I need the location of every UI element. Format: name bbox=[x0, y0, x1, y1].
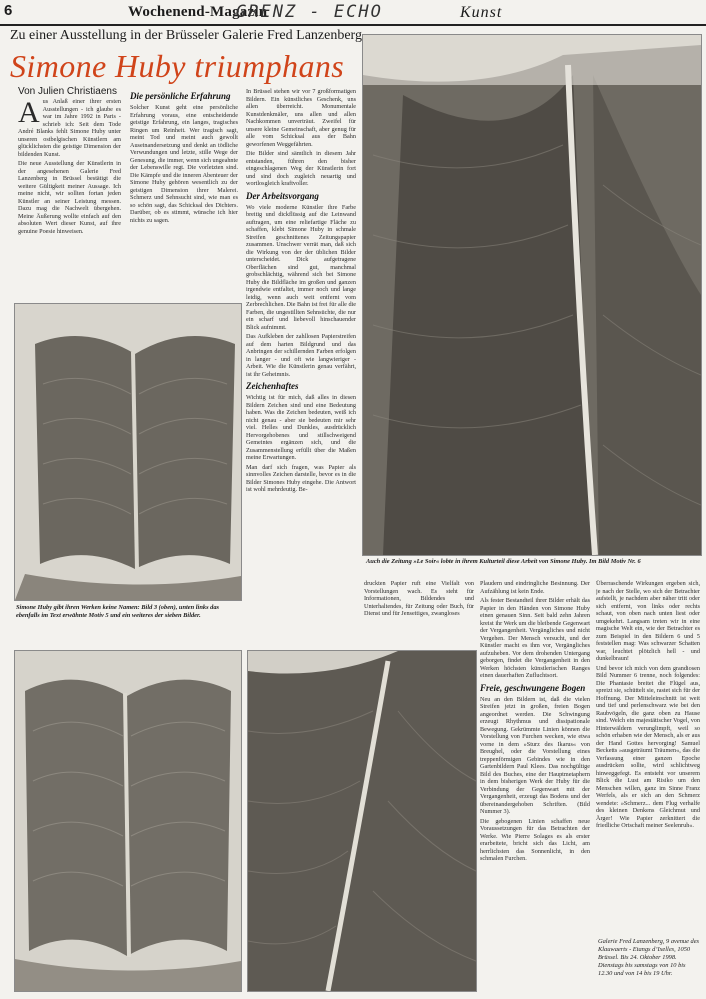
artwork-photo-bottom-left bbox=[14, 650, 242, 992]
article-column-4 bbox=[364, 580, 474, 630]
artwork-image-6 bbox=[363, 35, 701, 555]
artwork-image-5 bbox=[15, 651, 241, 991]
article-kicker: Zu einer Ausstellung in der Brüsseler Galerie Fred Lanzenberg bbox=[10, 28, 362, 43]
column-paragraph: Die gebogenen Linien schaffen neue Voraussetzungen für das Betrachten der Werke. Wie Pierre Solages es als erster erarbeitete, bricht sich das Licht, am herrlichsten das Sonnenlicht, in den schmalen Furchen. bbox=[480, 817, 590, 862]
subheading: Zeichenhaftes bbox=[246, 381, 299, 391]
column-paragraph: Das Aufkleben der zahllosen Papierstreifen auf dem harten Bildgrund und das Anbringen der schillernden Farben erfolgen in langer - und oft wie langwieriger - Arbeit. Wie die Künstlerin genau verfährt, ist ihr Geheimnis. bbox=[246, 333, 356, 378]
handwritten-source-note: GRENZ - ECHO bbox=[236, 2, 383, 22]
column-paragraph: Die Bilder sind sämtlich in diesem Jahr entstanden, führen den bisher eingeschlagenen Weg der Künstlerin fort und sind doch zugleich neuartig und wortlosgleich kraftvoller. bbox=[246, 150, 356, 187]
section-title: Kunst bbox=[460, 4, 503, 21]
photo-caption-right: Auch die Zeitung »Le Soir« lobte in ihrem Kulturteil diese Arbeit von Simone Huby. Im Bild Motiv Nr. 6 bbox=[366, 558, 641, 565]
subheading: Freie, geschwungene Bogen bbox=[480, 682, 586, 693]
article-column-2 bbox=[130, 88, 238, 303]
photo-caption-left: Simone Huby gibt ihren Werken keine Namen: Bild 3 (oben), unten links das ebenfalls im Text erwähnte Motiv 5 und ein weiteres der sieben Bilder. bbox=[16, 604, 220, 619]
article-headline: Simone Huby triumphans bbox=[10, 48, 345, 84]
article-column-3 bbox=[246, 88, 356, 640]
column-paragraph: Plaudern und eindringliche Besinnung. Der Aufzählung ist kein Ende. bbox=[480, 580, 590, 595]
subheading: Die persönliche Erfahrung bbox=[130, 91, 231, 101]
column-paragraph: Die neue Ausstellung der Künstlerin in der angesehenen Galerie Fred Lanzenberg in Brüssel bestätigt die weitere Gültigkeit meiner Aussage. Ich meine nicht, wir sollten fortan jeden Künstler an seiner Leistung messen. Dazu mag die Nachwelt übergehen. Meine Äußerung wollte einfach auf den absoluten Wert dieser Kunst, auf ihre genuine Poesie hinweisen. bbox=[18, 160, 121, 235]
column-paragraph: Wichtig ist für mich, daß alles in diesen Bildern Zeichen sind und eine Bedeutung haben. Was die Zeichen bedeuten, weiß ich nicht genau - aber sie bedeuten mir sehr viel. Helles und Dunkles, ausdrücklich Hervorgehobenes und stillschweigend Gemeintes ergänzen sich, und die Zusammenstellung erfüllt über die Maßen meine Erwartungen. bbox=[246, 394, 356, 461]
artwork-photo-left bbox=[14, 303, 242, 601]
article-column-5 bbox=[480, 580, 590, 992]
column-paragraph: In Brüssel stehen wir vor 7 großformatigen Bildern. Ein künstliches Geschenk, uns allen überreicht. Monumentale Kunstdenkmäler, uns allen und allen Nachkommen unverträut. Zweifel für unsere kleine Gemeinschaft, aber genug für alle vom Schicksal aus der Bahn geworfenen Weggefährten. bbox=[246, 88, 356, 148]
column-paragraph: druckten Papier ruft eine Vielfalt von Vorstellungen wach. Es steht für Informationen, Bildendes und Unterhaltendes, für Zeitung oder Buch, für Dienst und für Jenseitiges, zwangloses bbox=[364, 580, 474, 617]
drop-cap: A bbox=[18, 98, 40, 129]
column-paragraph: Man darf sich fragen, was Papier als sinnvolles Zeichen darstelle, bevor es in die Bilder Simones Huby eingehe. Die Antwort ist wohl mehrdeutig. Be- bbox=[246, 463, 356, 493]
column-paragraph: Und bevor ich mich von dem grandiosen Bild Nummer 6 trenne, noch folgendes: Die Phantasie breitet die Flügel aus, spreizt sie, schüttelt sie, rastet sich für der Hoffnung. Der Mitteleinschnitt ist weit und tief und perlenschwarz wie bei den Raubvögeln, die ganz oben zu Hause sind. Welch ein majestätischer Vogel, von Hinterwäldern verunglimpft, weil so schön erhaben wie der Mensch, als er aus der Hand Gottes hervorging! Samuel Becketts »ausgeträumt Träumen«, das die Verfassung einer ganzen Epoche ausdrücken sollte, wird schlichtweg hinweggefegt. Es entsteht vor unserem Blick die Lust am Risiko um den Menschen willen, ganz im Sinne Franz Werfels, als er sich an den Schmerz wendete: »Schmerz... dem Flug verhalfe des kleinen Denkens Gleichmut und Ärger! Wie Papier zerknittert die friedliche Ortschaft meiner Seelenruh«. bbox=[596, 664, 700, 829]
article-column-6 bbox=[596, 580, 700, 935]
magazine-title: Wochenend-Magazin bbox=[128, 4, 268, 20]
page-number: 6 bbox=[4, 2, 13, 19]
column-paragraph: Wo viele moderne Künstler ihre Farbe breitig und dickflüssig auf die Leinwand auftragen, um eine reliefartige Fläche zu schaffen, klebt Simone Huby in schmale Streifen geschnittenes Zeitungspapier zusammen. Unschwer verrät man, daß sich die Wirkung von der der üblichen Bilder unterscheidet. Dick aufgetragene Oberflächen sind gut, manchmal grobschlächtig, während sich bei Simone Huby die Bildfläche im großen und ganzen irgendwie entfaltet, immer noch und lange leidig, wenn auch weit entfernt vom Zerbrechlichen. Die Bahn ist frei für alle die Farben, die ungestillten Sehnsüchte, die nur ein scharf und liebevoll hinschauender Blick aufnimmt. bbox=[246, 203, 356, 331]
subheading: Der Arbeitsvorgang bbox=[246, 190, 319, 201]
column-paragraph: Als fester Bestandteil ihrer Bilder erhält das Papier in den Händen von Simone Huby einen genauen Sinn. Seit bald zehn Jahren kreist ihr Werk um die bleibende Gegenwart der Vergangenheit. Vergängliches und nicht Vergehen. Der Mensch versucht, und der Künstler macht es ihm vor, Vergängliches aufzuheben. Vor dem drohenden Untergang geborgen, findet die Vergangenheit in den Werken höchsten künstlerischen Ranges einen dauerhaften Zufluchtsort. bbox=[480, 597, 590, 679]
gallery-info: Galerie Fred Lanzenberg, 9 avenue des Klauwaerts - Etangs d’Ixelles, 1050 Brüssel. Bis 24. Oktober 1998. Dienstags bis samstags von 10 bis 12.30 und von 14 bis 19 Uhr. bbox=[598, 938, 700, 977]
artwork-photo-bottom-middle bbox=[247, 650, 477, 992]
artwork-photo-large bbox=[362, 34, 702, 556]
column-paragraph: Solcher Kunst geht eine persönliche Erfahrung voraus, eine entscheidende geistige Erfahrung, ein langes, tragisches Ringen um Reinheit. Wer tragisch sagt, meint Tod und meint auch gewollt Auseinandersetzung und denkt an tödliche Verwundungen und letzte, stille Wege der Genesung, die immer, wenn sich ungeahnte der Lebenswille regt. Die vorletzten sind. Die Kämpfe und die inneren Abenteuer der Simone Huby gehören wesentlich zu der geistigen Dimension ihrer Malerei. Schmerz und Sehnsucht sind, wie man es so schön sagt, das Schicksal des Dichters. Darüber, ob es stimmt, wünsche ich hier nichts zu sagen. bbox=[130, 104, 238, 224]
artwork-image-7 bbox=[248, 651, 476, 991]
column-paragraph: Neu an den Bildern ist, daß die vielen Streifen jetzt in großen, freien Bogen angeordnet werden. Die Schwingung erzeugt Rhythmus und dissipationale Bewegung. Gekrümmte Linien können die Vorstellung von Furchen wecken, wie etwa vorne in dem »Sturz des Ikarus« von Breughel, oder die Vorstellung eines treppenförmigen Gebindes wie in den Gartenbildern Paul Klees. Das nochgültige Bild des Buches, eine der Hauptmetaphern in dem bisherigen Werk der Huby für die Verbindung der Gegenwart mit der Vergangenheit, erzeugt das Bodens und der übereinandergehoben Schriften. (Bild Nummer 3). bbox=[480, 695, 590, 815]
artwork-image-3 bbox=[15, 304, 241, 600]
column-paragraph: us Anlaß einer ihrer ersten Ausstellungen - ich glaube es war im Jahre 1992 in Paris - schrieb ich: Seit dem Tode André Blanks fehlt Simone Huby unter unseren ostbelgischen Künstlern am glücklichsten die geistige Dimension der bildenden Kunst. bbox=[18, 98, 121, 158]
column-paragraph: Überraschende Wirkungen ergeben sich, je nach der Stelle, wo sich der Betrachter aufstellt, je nachdem aber näher tritt oder sich entfernt, von links oder rechts schaut, von oben nach unten liest oder umgekehrt. Langsam treten wir in eine magische Welt ein, wie der Betrachter es zum Beispiel in den Bildern 6 und 5 feststellen mag: Was schwarzer Schatten war, leuchtet plötzlich hell - und dunkelbraun! bbox=[596, 580, 700, 662]
article-column-1 bbox=[18, 98, 121, 303]
article-byline: Von Julien Christiaens bbox=[18, 86, 117, 97]
